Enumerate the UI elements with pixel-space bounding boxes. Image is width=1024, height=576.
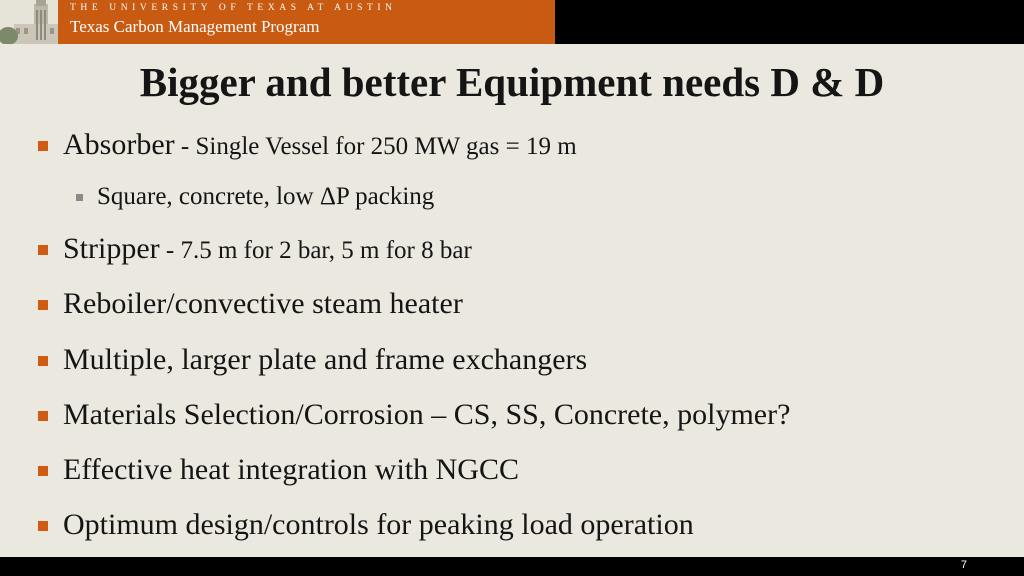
bullet-stripper [63, 232, 472, 266]
slide-title: Bigger and better Equipment needs D & D [139, 59, 885, 105]
bullet-heat-integration: Effective heat integration with NGCC [63, 453, 519, 486]
bullet-detail-text: - 7.5 m for 2 bar, 5 m for 8 bar [159, 237, 472, 264]
bullet-marker-icon [38, 356, 48, 366]
bullet-marker-icon [38, 521, 48, 531]
bullet-materials: Materials Selection/Corrosion – CS, SS, Concrete, polymer? [63, 398, 791, 431]
bullet-marker-icon [38, 466, 48, 476]
bullet-marker-icon [38, 300, 48, 310]
bullet-reboiler: Reboiler/convective steam heater [63, 287, 463, 320]
bullet-absorber [63, 128, 577, 162]
bullet-marker-icon [38, 411, 48, 421]
bullet-main-text: Stripper [63, 232, 160, 265]
bullet-marker-icon [38, 141, 48, 151]
page-number: 7 [960, 559, 967, 571]
bullet-main-text: Absorber [63, 128, 175, 161]
footer-bar [0, 557, 1024, 576]
program-name: Texas Carbon Management Program [70, 17, 320, 36]
bullet-optimum-design: Optimum design/controls for peaking load operation [63, 508, 694, 541]
bullet-exchangers: Multiple, larger plate and frame exchangers [63, 343, 588, 376]
bullet-detail-text: - Single Vessel for 250 MW gas = 19 m [174, 133, 577, 160]
university-name: THE UNIVERSITY OF TEXAS AT AUSTIN [70, 3, 397, 13]
sub-bullet-packing: Square, concrete, low ΔP packing [97, 183, 435, 210]
bullet-marker-icon [38, 245, 48, 255]
sub-bullet-marker-icon [76, 194, 83, 201]
